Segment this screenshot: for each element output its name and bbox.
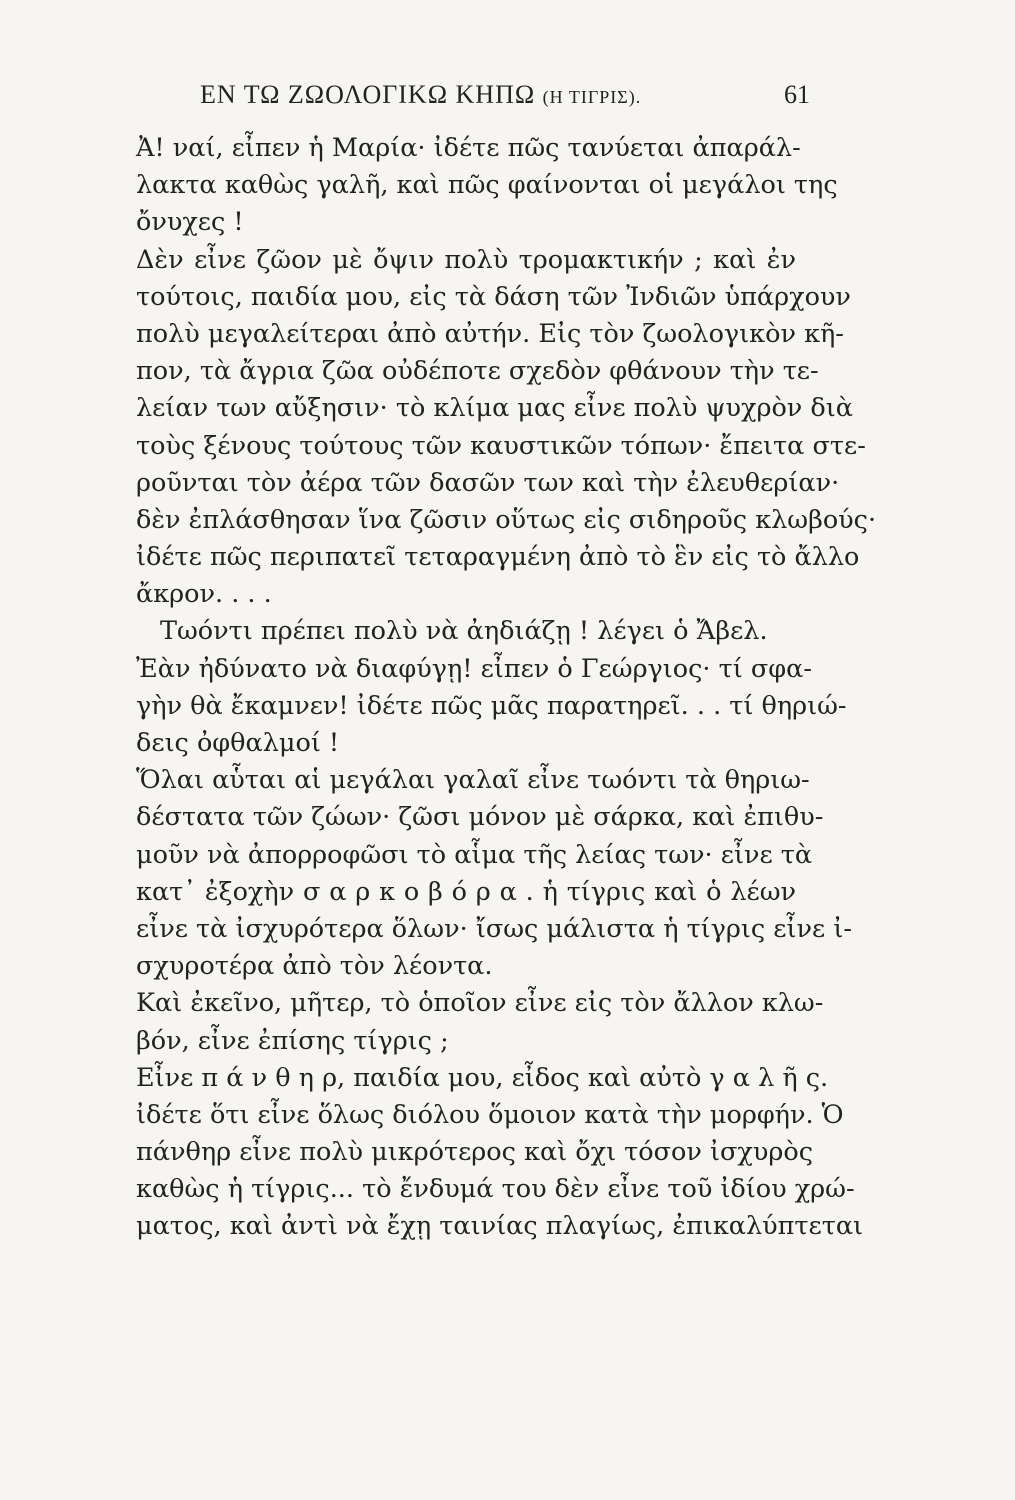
text-line: εἶνε τὰ ἰσχυρότερα ὅλων· ἴσως μάλιστα ἡ τίγρις εἶνε ἰ- (136, 913, 852, 944)
text-line: λείαν των αὔξησιν· τὸ κλίμα μας εἶνε πολὺ ψυχρὸν διὰ (136, 393, 853, 424)
text-line: δὲν ἐπλάσθησαν ἵνα ζῶσιν οὕτως εἰς σιδηροῦς κλωβούς· (136, 504, 877, 535)
text-line: ροῦνται τὸν ἀέρα τῶν δασῶν των καὶ τὴν ἐλευθερίαν· (136, 467, 840, 498)
text-line: γὴν θὰ ἔκαμνεν! ἰδέτε πῶς μᾶς παρατηρεῖ. . . τί θηριώ- (136, 690, 847, 721)
text-line: ματος, καὶ ἀντὶ νὰ ἔχῃ ταινίας πλαγίως, ἐπικαλύπτεται (136, 1211, 864, 1242)
text-line: πολὺ μεγαλείτεραι ἀπὸ αὐτήν. Εἰς τὸν ζωολογικὸν κῆ- (136, 318, 844, 349)
text-line: τοὺς ξένους τούτους τῶν καυστικῶν τόπων· ἔπειτα στε- (136, 430, 866, 461)
page-number: 61 (784, 80, 810, 109)
text-line: πάνθηρ εἶνε πολὺ μικρότερος καὶ ὄχι τόσον ἰσχυρὸς (136, 1137, 813, 1168)
text-line: βόν, εἶνε ἐπίσης τίγρις ; (136, 1025, 449, 1056)
text-line: Ἀ! ναί, εἶπεν ἡ Μαρία· ἰδέτε πῶς τανύεται ἀπαράλ- (136, 133, 801, 163)
text-line: μοῦν νὰ ἀπορροφῶσι τὸ αἷμα τῆς λείας των· εἶνε τὰ (136, 839, 813, 870)
text-line: λακτα καθὼς γαλῆ, καὶ πῶς φαίνονται οἱ μεγάλοι της (136, 170, 838, 201)
text-line: δεις ὀφθαλμοί ! (136, 728, 340, 758)
text-line: ἰδέτε ὅτι εἶνε ὅλως διόλου ὅμοιον κατὰ τὴν μορφήν. Ὁ (136, 1099, 844, 1130)
text-line: πον, τὰ ἄγρια ζῶα οὐδέποτε σχεδὸν φθάνουν τὴν τε- (136, 356, 819, 387)
text-line: Εἶνε π ά ν θ η ρ, παιδία μου, εἶδος καὶ αὐτὸ γ α λ ῆ ς. (136, 1062, 829, 1093)
running-title-main: ΕΝ ΤΩ ΖΩΟΛΟΓΙΚΩ ΚΗΠΩ (200, 80, 536, 109)
text-line: σχυροτέρα ἀπὸ τὸν λέοντα. (136, 951, 493, 982)
body-text (136, 130, 877, 1246)
text-line: ἰδέτε πῶς περιπατεῖ τεταραγμένη ἀπὸ τὸ ἓν εἰς τὸ ἄλλο (136, 542, 860, 573)
text-line: Ἐὰν ἠδύνατο νὰ διαφύγῃ! εἶπεν ὁ Γεώργιος· τί σφα- (136, 653, 812, 684)
text-line: ὄνυχες ! (136, 207, 244, 238)
running-title (200, 80, 641, 110)
text-line: δέστατα τῶν ζώων· ζῶσι μόνον μὲ σάρκα, καὶ ἐπιθυ- (136, 802, 824, 833)
running-title-subtitle: (Η ΤΙΓΡΙΣ). (542, 87, 642, 107)
running-header (200, 80, 810, 116)
text-line: κατ᾽ ἐξοχὴν σ α ρ κ ο β ό ρ α . ἡ τίγρις καὶ ὁ λέων (136, 876, 796, 907)
text-line: ἄκρον. . . . (136, 579, 272, 610)
text-line: Τωόντι πρέπει πολὺ νὰ ἀηδιάζῃ ! λέγει ὁ Ἄβελ. (160, 616, 768, 647)
text-line: τούτοις, παιδία μου, εἰς τὰ δάση τῶν Ἰνδιῶν ὑπάρχουν (136, 281, 851, 312)
text-line: Ὅλαι αὗται αἱ μεγάλαι γαλαῖ εἶνε τωόντι τὰ θηριω- (136, 765, 810, 796)
text-line: Καὶ ἐκεῖνο, μῆτερ, τὸ ὁποῖον εἶνε εἰς τὸν ἄλλον κλω- (136, 988, 824, 1019)
text-line: καθὼς ἡ τίγρις... τὸ ἔνδυμά του δὲν εἶνε τοῦ ἰδίου χρώ- (136, 1174, 855, 1205)
text-line: Δὲν εἶνε ζῶον μὲ ὄψιν πολὺ τρομακτικήν ; καὶ ἐν (136, 244, 796, 275)
